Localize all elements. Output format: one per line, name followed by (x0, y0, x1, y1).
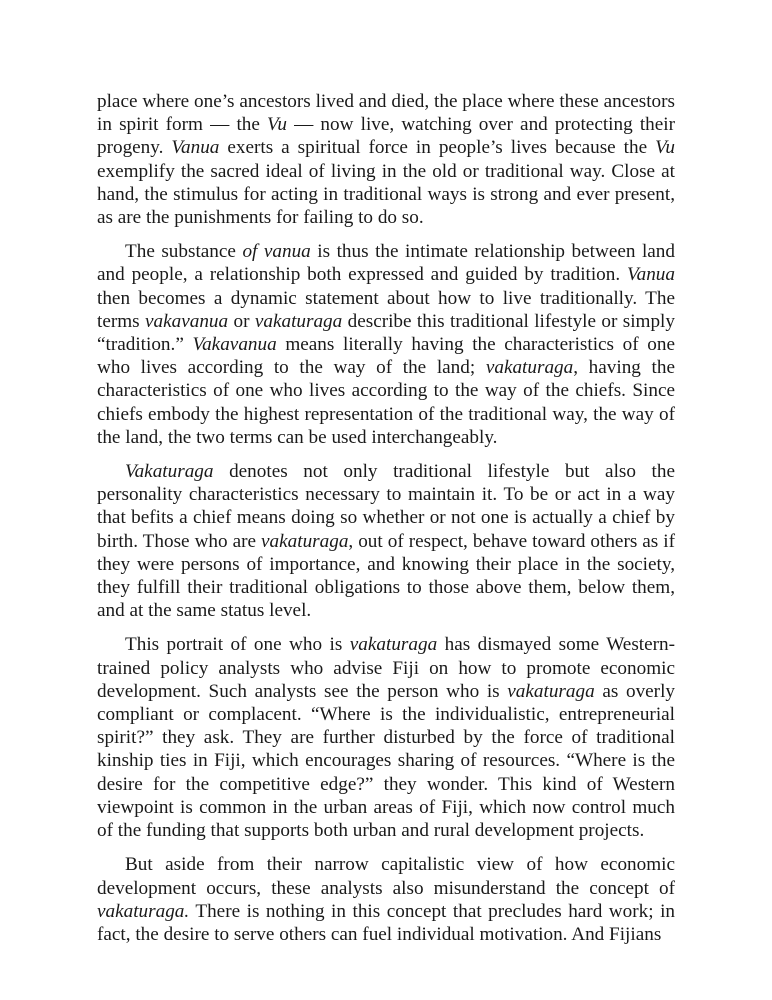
italic-term: vakaturaga (254, 310, 343, 332)
text-run: There is nothing in this concept that precludes hard work; in fact, the desire to serve others can fuel individual motivation. And Fijians (97, 900, 675, 945)
italic-term: vakaturaga (485, 357, 574, 379)
text-run: , having the characteristics of one who lives according to the way of the chiefs. Since chiefs embody the highest representation of the traditional way, the way of the land, the two terms can be used interchangeably. (97, 357, 675, 448)
paragraph (97, 853, 675, 946)
italic-term: Vu (655, 137, 675, 159)
paragraph (97, 90, 675, 229)
italic-term: Vakaturaga (125, 461, 214, 483)
italic-term: vakaturaga (349, 634, 438, 656)
italic-term: Vanua (171, 137, 220, 159)
text-run: as overly compliant or complacent. “Where is the individualistic, entrepreneurial spirit?” they ask. They are further disturbed by the force of traditional kinship ties in Fiji, which encourages sharing of resources. “Where is the desire for the competitive edge?” they wonder. This kind of Western viewpoint is common in the urban areas of Fiji, which now control much of the funding that supports both urban and rural development projects. (97, 680, 675, 842)
italic-term: vakaturaga (507, 680, 595, 702)
text-run: exemplify the sacred ideal of living in the old or traditional way. Close at hand, the stimulus for acting in traditional ways is strong and ever present, as are the punishments for failing to do so. (97, 160, 675, 229)
text-run: This portrait of one who is (125, 634, 350, 656)
italic-term: vakaturaga (261, 530, 349, 552)
text-run: But aside from their narrow capitalistic view of how economic development occurs, these analysts also misunderstand the concept of (97, 854, 675, 899)
paragraph (97, 460, 675, 622)
text-run: — now live, watching over and protecting their progeny. (97, 114, 676, 159)
body-text (97, 90, 675, 946)
italic-term: vakaturaga. (97, 900, 190, 922)
text-run: The substance (125, 241, 243, 263)
italic-term: Vanua (627, 264, 675, 286)
italic-term: Vakavanua (192, 334, 277, 356)
text-run: then becomes a dynamic statement about how to live traditionally. The terms (97, 287, 675, 332)
text-run: denotes not only traditional lifestyle but also the personality characteristics necessary to maintain it. To be or act in a way that befits a chief means doing so whether or not one is actually a chief by birth. Those who are (97, 461, 675, 552)
italic-term: vakavanua (145, 310, 229, 332)
paragraph (97, 240, 675, 449)
text-run: exerts a spiritual force in people’s lives because the (219, 137, 656, 159)
text-run: , out of respect, behave toward others as if they were persons of importance, and knowing their place in the society, they fulfill their traditional obligations to those above them, below them, and at the same status level. (97, 530, 675, 622)
text-run: describe this traditional lifestyle or simply “tradition.” (97, 310, 675, 356)
italic-term: Vu (267, 114, 287, 136)
text-run: means literally having the characteristics of one who lives according to the way of the land; (97, 334, 675, 379)
text-run: is thus the intimate relationship between land and people, a relationship both expressed and guided by tradition. (97, 241, 675, 286)
paragraph (97, 633, 675, 842)
text-run: or (228, 310, 255, 332)
text-run: has dismayed some Western-trained policy analysts who advise Fiji on how to promote economic development. Such analysts see the person who is (97, 634, 676, 702)
italic-term: of vanua (242, 241, 311, 263)
text-run: place where one’s ancestors lived and died, the place where these ancestors in spirit form — the (97, 91, 675, 136)
